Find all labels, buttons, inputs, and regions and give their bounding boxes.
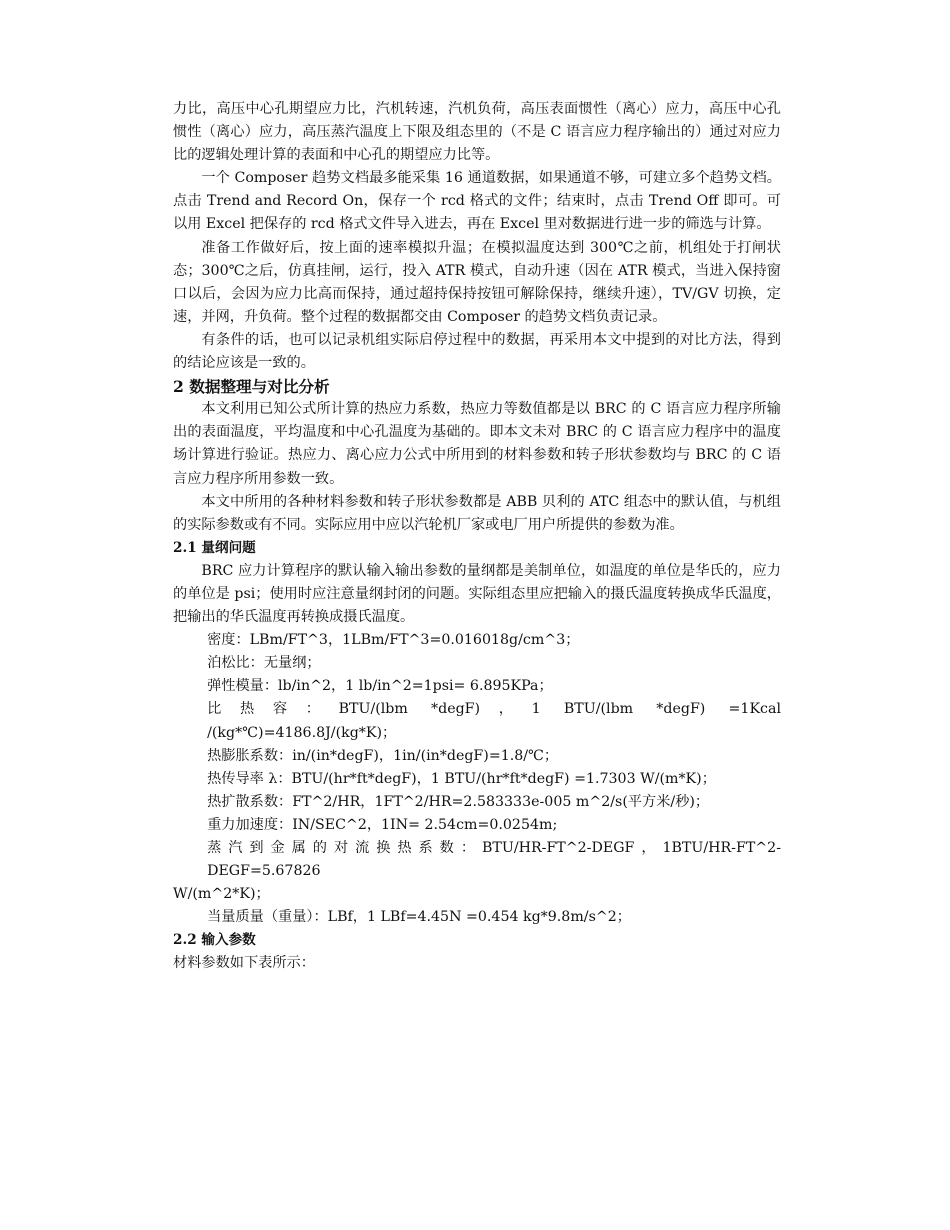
unit-line: 热膨胀系数：in/(in*degF)，1in/(in*degF)=1.8/℃； [207,747,559,764]
unit-line: 热传导率 λ：BTU/(hr*ft*degF)，1 BTU/(hr*ft*degF) =1.7303 W/(m*K)； [207,770,716,787]
paragraph: 本文利用已知公式所计算的热应力系数，热应力等数值都是以 BRC 的 C 语言应力程序所输出的表面温度，平均温度和中心孔温度为基础的。即本文未对 BRC 的 C 语言应力程序中的温度场计算进行验证。热应力、离心应力公式中所用到的材料参数和转子形状参数均与 BRC 的 C 语言应力程序所用参数一致。 [173,401,781,487]
unit-line: 热扩散系数：FT^2/HR，1FT^2/HR=2.583333e-005 m^2/s(平方米/秒)； [207,793,710,810]
paragraph: 材料参数如下表所示： [173,955,315,972]
unit-line: 泊松比：无量纲； [207,655,321,672]
section-heading: 2 数据整理与对比分析 [173,377,330,397]
unit-line: 蒸汽到金属的对流换热系数：BTU/HR-FT^2-DEGF，1BTU/HR-FT^2-DEGF=5.67826 [207,840,781,880]
paragraph: BRC 应力计算程序的默认输入输出参数的量纲都是美制单位，如温度的单位是华氏的，应力的单位是 psi；使用时应注意量纲封闭的问题。实际组态里应把输入的摄氏温度转换成华氏温度，把输出的华氏温度再转换成摄氏温度。 [173,562,781,626]
paragraph: 本文中所用的各种材料参数和转子形状参数都是 ABB 贝利的 ATC 组态中的默认值，与机组的实际参数或有不同。实际应用中应以汽轮机厂家或电厂用户所提供的参数为准。 [173,493,781,533]
subsection-heading: 2.1 量纲问题 [173,539,256,556]
unit-line: 重力加速度：IN/SEC^2，1IN= 2.54cm=0.0254m; [207,816,558,833]
paragraph: 一个 Composer 趋势文档最多能采集 16 通道数据，如果通道不够，可建立多个趋势文档。点击 Trend and Record On，保存一个 rcd 格式的文件；结束时，点击 Trend Off 即可。可以用 Excel 把保存的 rcd 格式文件导入进去，再在 Excel 里对数据进行进一步的筛选与计算。 [173,170,781,233]
paragraph: 有条件的话，也可以记录机组实际启停过程中的数据，再采用本文中提到的对比方法，得到的结论应该是一致的。 [173,331,781,372]
unit-line: 密度：LBm/FT^3，1LBm/FT^3=0.016018g/cm^3； [207,632,580,649]
unit-line: 当量质量（重量）：LBf，1 LBf=4.45N =0.454 kg*9.8m/s^2； [207,909,631,926]
paragraph: 准备工作做好后，按上面的速率模拟升温；在模拟温度达到 300℃之前，机组处于打闸状态；300℃之后，仿真挂闸，运行，投入 ATR 模式，自动升速（因在 ATR 模式，当进入保持窗口以后，会因为应力比高而保持，通过超持保持按钮可解除保持，继续升速），TV/GV 切换，定速，并网，升负荷。整个过程的数据都交由 Composer 的趋势文档负责记录。 [173,239,781,325]
unit-line: 比热容：BTU/(lbm *degF)，1 BTU/(lbm *degF) =1Kcal /(kg*℃)=4186.8J/(kg*K)； [207,701,781,741]
subsection-heading: 2.2 输入参数 [173,932,256,949]
paragraph: 力比，高压中心孔期望应力比，汽机转速，汽机负荷，高压表面惯性（离心）应力，高压中心孔惯性（离心）应力，高压蒸汽温度上下限及组态里的（不是 C 语言应力程序输出的）通过对应力比的逻辑处理计算的表面和中心孔的期望应力比等。 [173,101,781,164]
unit-line: 弹性模量：lb/in^2，1 lb/in^2=1psi= 6.895KPa； [207,678,553,695]
document-page [173,98,781,976]
unit-line-continuation: W/(m^2*K)； [173,886,270,903]
